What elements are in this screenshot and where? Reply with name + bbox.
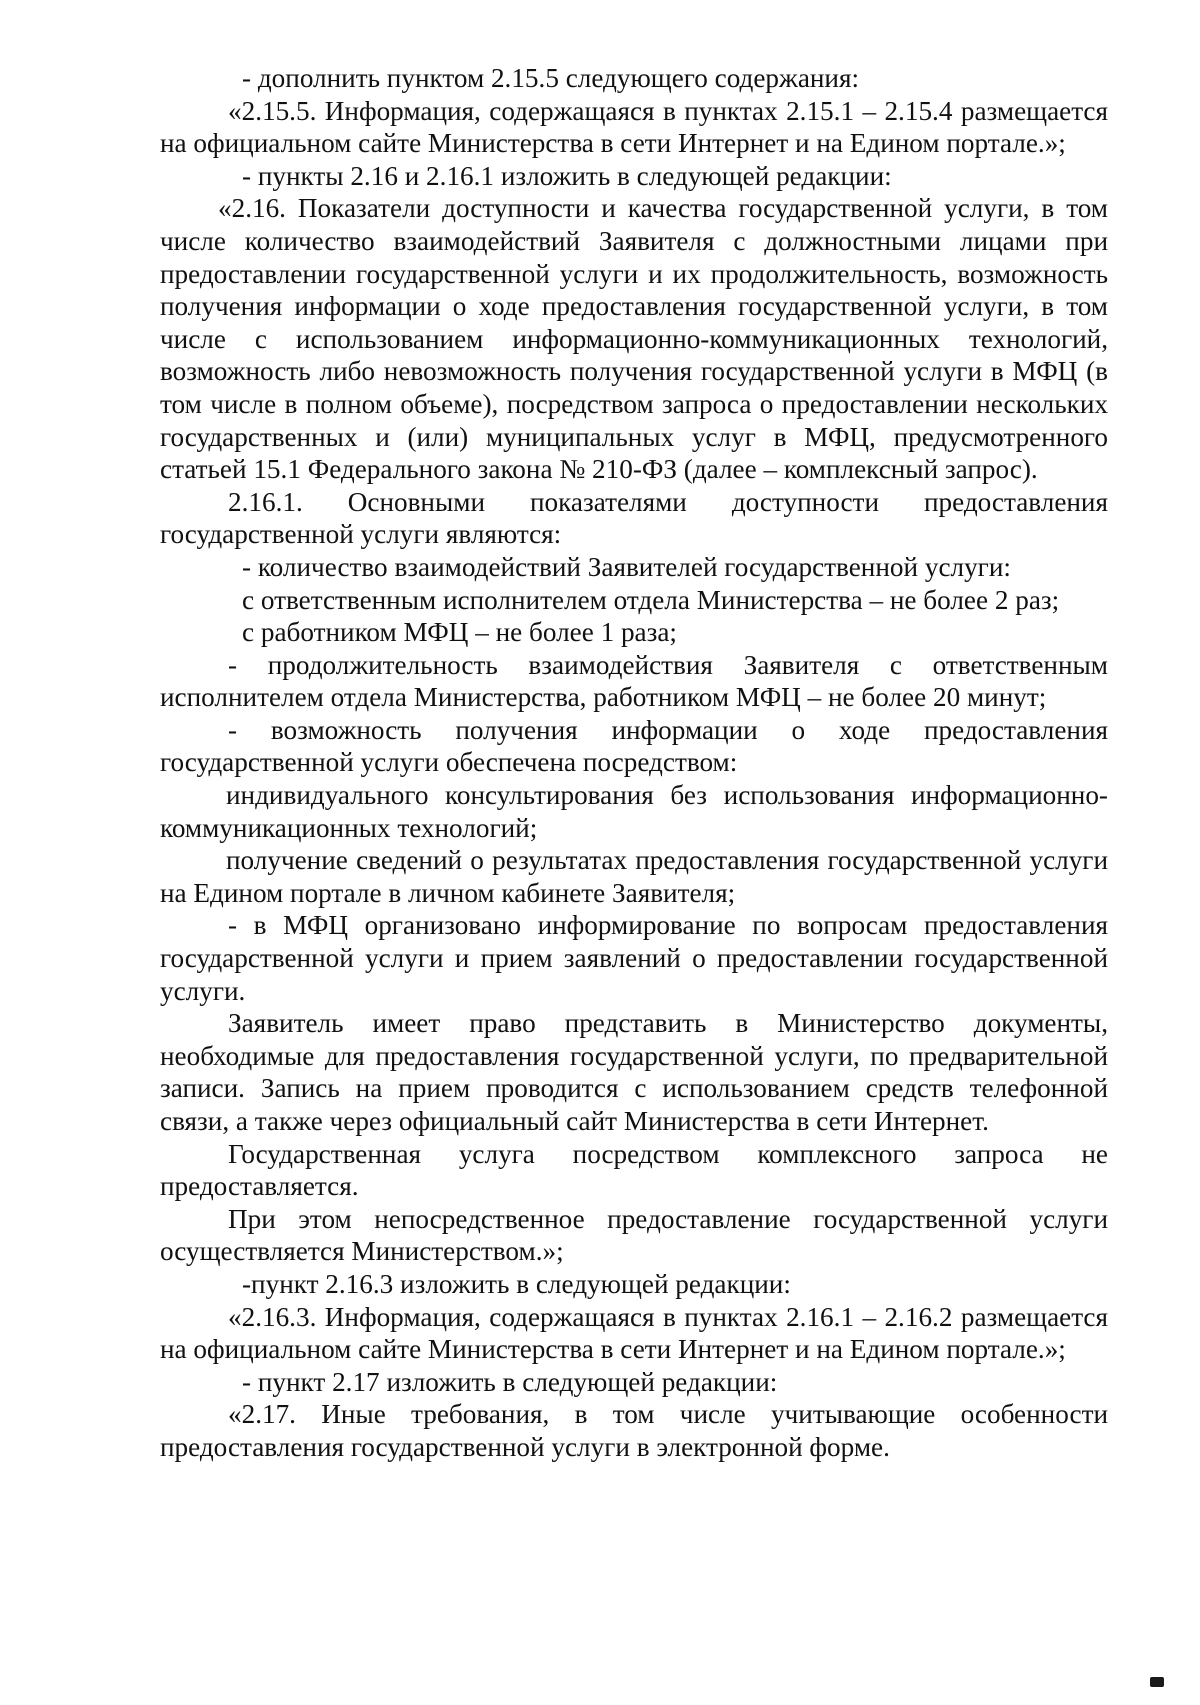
paragraph-2-16-1: 2.16.1. Основными показателями доступности предоставления государственной услуги являются:	[160, 486, 1108, 550]
paragraph-interaction-count: - количество взаимодействий Заявителей государственной услуги:	[242, 551, 1011, 582]
paragraph-2-17: «2.17. Иные требования, в том числе учитывающие особенности предоставления государственной услуги в электронной форме.	[160, 1399, 1108, 1462]
paragraph-complex-request: Государственная услуга посредством комплексного запроса не предоставляется.	[160, 1138, 1108, 1202]
scan-artifact-mark	[1150, 1677, 1164, 1687]
paragraph-restate-2-16: - пункты 2.16 и 2.16.1 изложить в следующей редакции:	[242, 160, 892, 191]
paragraph-2-15-5: «2.15.5. Информация, содержащаяся в пунктах 2.15.1 – 2.15.4 размещается на официальном сайте Министерства в сети Интернет и на Едином портале.»;	[160, 95, 1108, 159]
paragraph-direct-provision: При этом непосредственное предоставление государственной услуги осуществляется Министерством.»;	[160, 1203, 1108, 1267]
paragraph-2-16: «2.16. Показатели доступности и качества государственной услуги, в том числе количество взаимодействий Заявителя с должностными лицами при предоставлении государственной услуги и их продолжительность, возможность получения информации о ходе предоставления государственной услуги, в том числе с использованием информационно-коммуникационных технологий, возможность либо невозможность получения государственной услуги в МФЦ (в том числе в полном объеме), посредством запроса о предоставлении нескольких государственных и (или) муниципальных услуг в МФЦ, предусмотренного статьей 15.1 Федерального закона № 210-ФЗ (далее – комплексный запрос).	[160, 193, 1108, 485]
paragraph-individual-consulting: индивидуального консультирования без использования информационно-коммуникационных технологий;	[160, 780, 1108, 843]
paragraph-2-16-3: «2.16.3. Информация, содержащаяся в пунктах 2.16.1 – 2.16.2 размещается на официальном сайте Министерства в сети Интернет и на Едином портале.»;	[160, 1301, 1108, 1365]
paragraph-portal-results: получение сведений о результатах предоставления государственной услуги на Едином портале в личном кабинете Заявителя;	[160, 845, 1108, 908]
paragraph-add-2-15-5: - дополнить пунктом 2.15.5 следующего содержания:	[242, 63, 860, 93]
paragraph-mfc-limit: с работником МФЦ – не более 1 раза;	[242, 617, 677, 648]
paragraph-restate-2-16-3: -пункт 2.16.3 изложить в следующей редакции:	[242, 1268, 791, 1299]
document-body	[160, 62, 1108, 1464]
paragraph-mfc-informing: - в МФЦ организовано информирование по вопросам предоставления государственной услуги и прием заявлений о предоставлении государственной услуги.	[160, 910, 1108, 1006]
paragraph-progress-info: - возможность получения информации о ходе предоставления государственной услуги обеспечена посредством:	[160, 714, 1108, 778]
paragraph-interaction-duration: - продолжительность взаимодействия Заявителя с ответственным исполнителем отдела Министерства, работником МФЦ – не более 20 минут;	[160, 649, 1108, 713]
paragraph-restate-2-17: - пункт 2.17 изложить в следующей редакции:	[242, 1366, 778, 1397]
paragraph-pre-registration: Заявитель имеет право представить в Министерство документы, необходимые для предоставления государственной услуги, по предварительной записи. Запись на прием проводится с использованием средств телефонной связи, а также через официальный сайт Министерства в сети Интернет.	[160, 1008, 1108, 1136]
paragraph-ministry-limit: с ответственным исполнителем отдела Министерства – не более 2 раз;	[242, 584, 1060, 615]
